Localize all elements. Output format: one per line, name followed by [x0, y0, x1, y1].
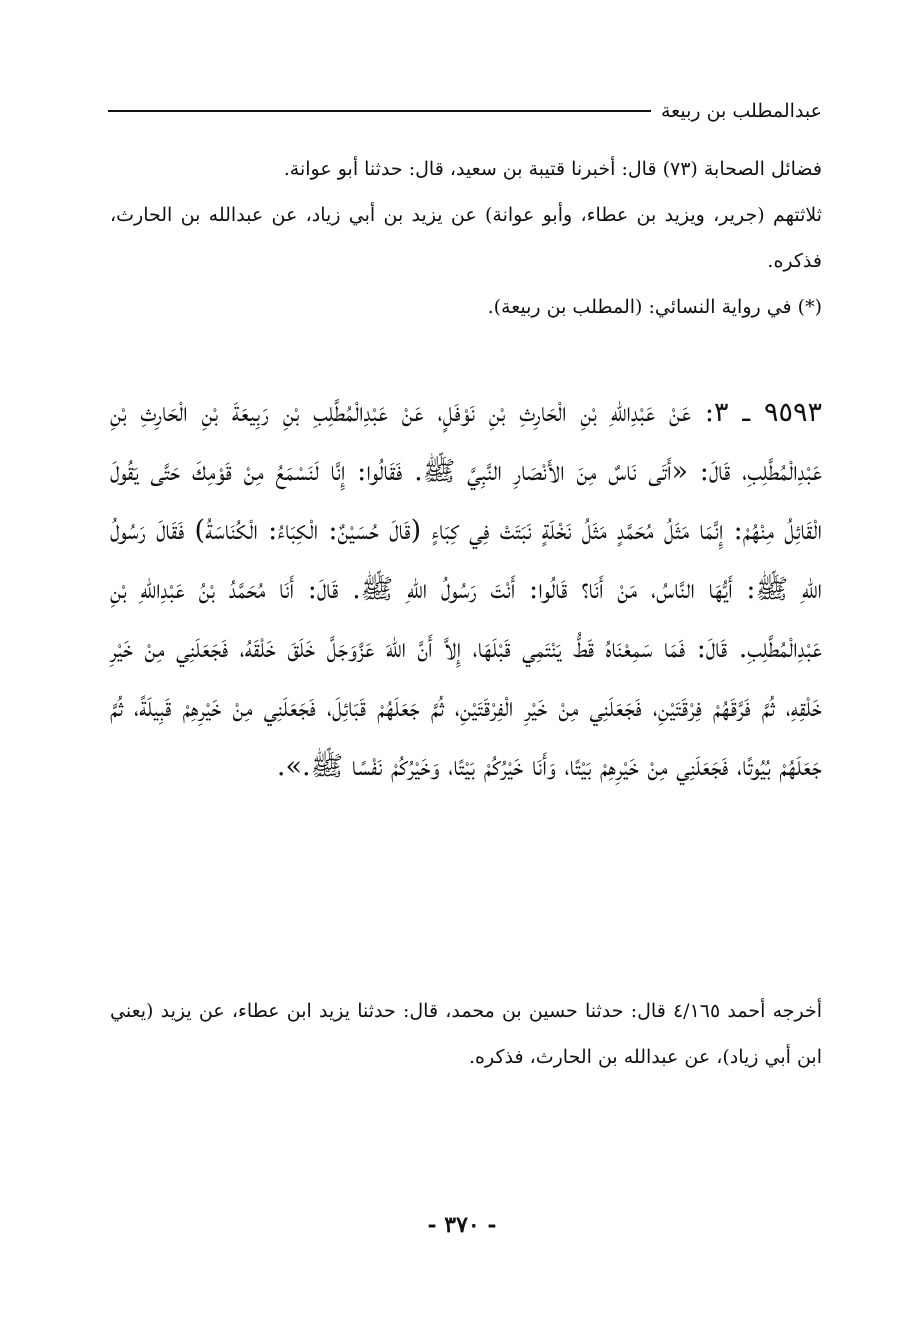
takhrij-text: أخرجه أحمد ٤/١٦٥ قال: حدثنا حسين بن محمد، قال: حدثنا يزيد ابن عطاء، عن يزيد (يعني ابن أبي زياد)، عن عبدالله بن الحارث، فذكره.: [110, 1000, 823, 1068]
footnote-line-2: ثلاثتهم (جرير، ويزيد بن عطاء، وأبو عوانة) عن يزيد بن أبي زياد، عن عبدالله بن الحارث، فذكره.: [110, 204, 822, 272]
running-title: عبدالمطلب بن ربيعة: [660, 100, 822, 122]
page-number: - ٣٧٠ -: [427, 1212, 497, 1238]
footnote-line-1: فضائل الصحابة (٧٣) قال: أخبرنا قتيبة بن سعيد، قال: حدثنا أبو عوانة.: [283, 158, 822, 180]
hadith-text: ٩٥٩٣ ـ ٣: عَنْ عَبْدِاللهِ بْنِ الْحَارِثِ بْنِ نَوْفَلٍ، عَنْ عَبْدِالْمُطَّلِبِ بْنِ رَبِيعَةَ بْنِ الْحَارِثِ بْنِ عَبْدِالْمُطَّلِبِ، قَالَ: «أَتَى نَاسٌ مِنَ الأَنْصَارِ النَّبِيَّ ﷺ. فَقَالُوا: إِنَّا لَنَسْمَعُ مِنْ قَوْمِكَ حَتَّى يَقُولَ الْقَائِلُ مِنْهُمْ: إِنَّمَا مَثَلُ مُحَمَّدٍ مَثَلُ نَخْلَةٍ نَبَتَتْ فِي كِبَاءٍ (قَالَ حُسَيْنٌ: الْكِبَاءُ: الْكُنَاسَةُ) فَقَالَ رَسُولُ اللهِ ﷺ: أَيُّهَا النَّاسُ، مَنْ أَنَا؟ قَالُوا: أَنْتَ رَسُولُ اللهِ ﷺ. قَالَ: أَنَا مُحَمَّدُ بْنُ عَبْدِاللهِ بْنِ عَبْدِالْمُطَّلِبِ. قَالَ: فَمَا سَمِعْنَاهُ قَطُّ يَنْتَمِي قَبْلَهَا، إِلاَّ أَنَّ اللهَ عَزَّوَجَلَّ خَلَقَ خَلْقَهُ، فَجَعَلَنِي مِنْ خَيْرِ خَلْقِهِ، ثُمَّ فَرَّقَهُمْ فِرْقَتَيْنِ، فَجَعَلَنِي مِنْ خَيْرِ الْفِرْقَتَيْنِ، ثُمَّ جَعَلَهُمْ قَبَائِلَ، فَجَعَلَنِي مِنْ خَيْرِهِمْ قَبِيلَةً، ثُمَّ جَعَلَهُمْ بُيُوتًا، فَجَعَلَنِي مِنْ خَيْرِهِمْ بَيْتًا، وَأَنَا خَيْرُكُمْ بَيْتًا، وَخَيْرُكُمْ نَفْسًا ﷺ.».: [110, 397, 823, 782]
footnote-note: (*) في رواية النسائي: (المطلب بن ربيعة).: [487, 296, 822, 318]
header-rule: [108, 110, 651, 112]
running-header: [108, 96, 822, 126]
